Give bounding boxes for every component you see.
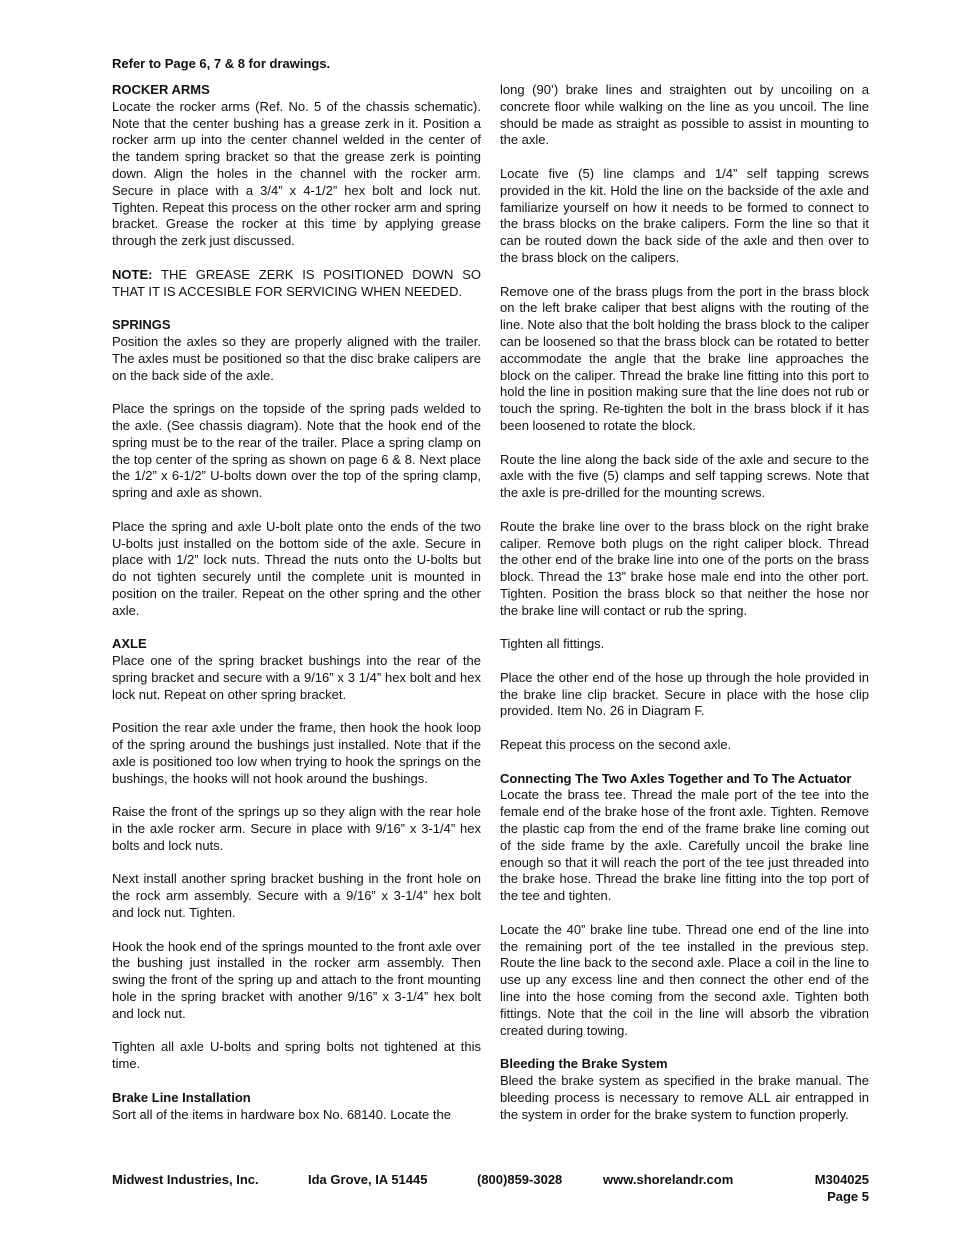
- axle-text-4: Next install another spring bracket bushing in the front hole on the rock arm assembly. Secure with a 9/16” x 3-1/4” hex bolt and lock nut. Tighten.: [112, 871, 481, 921]
- connecting-axles-text-2: Locate the 40” brake line tube. Thread one end of the line into the remaining port of the tee installed in the previous step. Route the line back to the second axle. Place a coil in the line to use up any excess line and then connect the other end of the line into the hose coming from the second axle. Tighten both fittings. Note that the coil in the line will absorb the vibration created during towing.: [500, 921, 869, 1038]
- connecting-axles-section: [500, 771, 869, 905]
- rocker-arms-section: [112, 82, 481, 250]
- connecting-axles-heading: Connecting The Two Axles Together and To The Actuator: [500, 770, 852, 786]
- hose-clip-paragraph: Place the other end of the hose up through the hole provided in the brake line clip bracket. Secure in place with the hose clip provided. Item No. 26 in Diagram F.: [500, 669, 869, 719]
- bleeding-text: Bleed the brake system as specified in the brake manual. The bleeding process is necessary to remove ALL air entrapped in the system in order for the brake system to function properly.: [500, 1073, 869, 1122]
- right-column: [500, 82, 869, 1140]
- footer-doc-number: M304025: [814, 1172, 869, 1187]
- brake-line-heading: Brake Line Installation: [112, 1089, 251, 1105]
- left-column: [112, 82, 481, 1140]
- footer-page-number: Page 5: [827, 1189, 869, 1204]
- connecting-axles-text-1: Locate the brass tee. Thread the male port of the tee into the female end of the brake hose of the front axle. Tighten. Remove the plastic cap from the end of the frame brake line coming out of the side frame by the axle. Carefully uncoil the brake line enough so that it will reach the port of the tee just threaded into the brake hose. Thread the brake line fitting into the top port of the tee and tighten.: [500, 787, 869, 904]
- axle-text-3: Raise the front of the springs up so they align with the rear hole in the axle rocker arm. Secure in place with 9/16” x 3-1/4” hex bolts and lock nuts.: [112, 804, 481, 853]
- note-paragraph: [112, 267, 481, 301]
- springs-section: [112, 317, 481, 384]
- footer-doc-info: [815, 1171, 869, 1205]
- springs-text-2: Place the springs on the topside of the spring pads welded to the axle. (See chassis diagram). Note that the hook end of the spring must be to the rear of the trailer. Place a spring clamp on the top center of the spring as shown on page 6 & 8. Next place the 1/2” x 6-1/2” U-bolts down over the top of the spring clamp, spring and axle as shown.: [112, 401, 481, 501]
- footer-website: www.shorelandr.com: [603, 1172, 734, 1187]
- springs-text-1: Position the axles so they are properly aligned with the trailer. The axles must be positioned so that the disc brake calipers are on the back side of the axle.: [112, 333, 481, 383]
- note-label: NOTE:: [112, 266, 153, 282]
- axle-text-5: Hook the hook end of the springs mounted to the front axle over the bushing just installed in the rocker arm assembly. Then swing the front of the spring up and attach to the front mounting hole in the spring bracket with another 9/16” x 3-1/4” hex bolt and lock nut.: [112, 938, 481, 1021]
- rocker-arms-text: Locate the rocker arms (Ref. No. 5 of the chassis schematic). Note that the center bushing has a grease zerk in it. Position a rocker arm up into the center channel welded in the center of the tandem spring bracket so that the grease zerk is pointing down. Align the holes in the channel with the rocker arm. Secure in place with a 3/4” x 4-1/2” hex bolt and lock nut. Tighten. Repeat this process on the other rocker arm and spring bracket. Grease the rocker at this time by applying grease through the zerk just discussed.: [112, 98, 481, 249]
- note-text: THE GREASE ZERK IS POSITIONED DOWN SO THAT IT IS ACCESIBLE FOR SERVICING WHEN NEEDED.: [112, 266, 481, 299]
- route-line-paragraph: Route the line along the back side of the axle and secure to the axle with the five (5) clamps and self tapping screws. Note that the axle is pre-drilled for the mounting screws.: [500, 451, 869, 501]
- brake-line-text-continued: long (90’) brake lines and straighten out by uncoiling on a concrete floor while walking on the line as you uncoil. The line should be made as straight as possible to assist in mounting to the axle.: [500, 82, 869, 148]
- springs-text-3: Place the spring and axle U-bolt plate onto the ends of the two U-bolts just installed on the bottom side of the axle. Secure in place with 1/2” lock nuts. Thread the nuts onto the U-bolts but do not tighten securely until the complete unit is mounted in position on the trailer. Repeat on the other spring and the other axle.: [112, 518, 481, 618]
- axle-text-1: Place one of the spring bracket bushings into the rear of the spring bracket and secure with a 9/16” x 3 1/4” hex bolt and hex lock nut. Repeat on other spring bracket.: [112, 653, 481, 702]
- drawings-reference: Refer to Page 6, 7 & 8 for drawings.: [112, 56, 331, 71]
- axle-section: [112, 636, 481, 703]
- springs-heading: SPRINGS: [112, 317, 171, 333]
- bleeding-section: [500, 1056, 869, 1123]
- brake-line-section: [112, 1090, 481, 1124]
- line-clamps-paragraph: Locate five (5) line clamps and 1/4” self tapping screws provided in the kit. Hold the line on the backside of the axle and familiarize yourself on how it needs to be formed to connect to the brass blocks on the brake calipers. Form the line so that it can be routed down the back side of the axle and then over to the brass block on the calipers.: [500, 165, 869, 265]
- brass-plug-paragraph: Remove one of the brass plugs from the port in the brass block on the left brake caliper that best aligns with the routing of the line. Note also that the bolt holding the brass block to the caliper can be loosened so that the brass block can be rotated to better accommodate the angle that the brake line approaches the block on the caliper. Thread the brake line fitting into this port to hold the line in position making sure that the line does not rub or touch the spring. Re-tighten the bolt in the brass block if it has been loosened to rotate the block.: [500, 283, 869, 433]
- axle-text-2: Position the rear axle under the frame, then hook the hook loop of the spring around the bushings just installed. Note that if the axle is positioned too low when trying to hook the springs on the bushings, the hooks will not hook around the bushings.: [112, 720, 481, 786]
- axle-heading: AXLE: [112, 636, 147, 652]
- footer-phone: (800)859-3028: [477, 1172, 563, 1187]
- rocker-arms-heading: ROCKER ARMS: [112, 82, 210, 97]
- footer-company: Midwest Industries, Inc.: [112, 1172, 259, 1187]
- right-caliper-paragraph: Route the brake line over to the brass block on the right brake caliper. Remove both plugs on the right caliper block. Thread the other end of the brake line into one of the ports on the brass block. Thread the 13” brake hose male end into the other port. Tighten. Position the brass block so that neither the hose nor the brake line will contact or rub the spring.: [500, 518, 869, 618]
- brake-line-text: Sort all of the items in hardware box No. 68140. Locate the: [112, 1106, 451, 1122]
- footer-city: Ida Grove, IA 51445: [308, 1172, 428, 1187]
- repeat-paragraph: Repeat this process on the second axle.: [500, 737, 732, 753]
- tighten-fittings-paragraph: Tighten all fittings.: [500, 636, 605, 652]
- bleeding-heading: Bleeding the Brake System: [500, 1056, 668, 1072]
- axle-text-6: Tighten all axle U-bolts and spring bolts not tightened at this time.: [112, 1039, 481, 1072]
